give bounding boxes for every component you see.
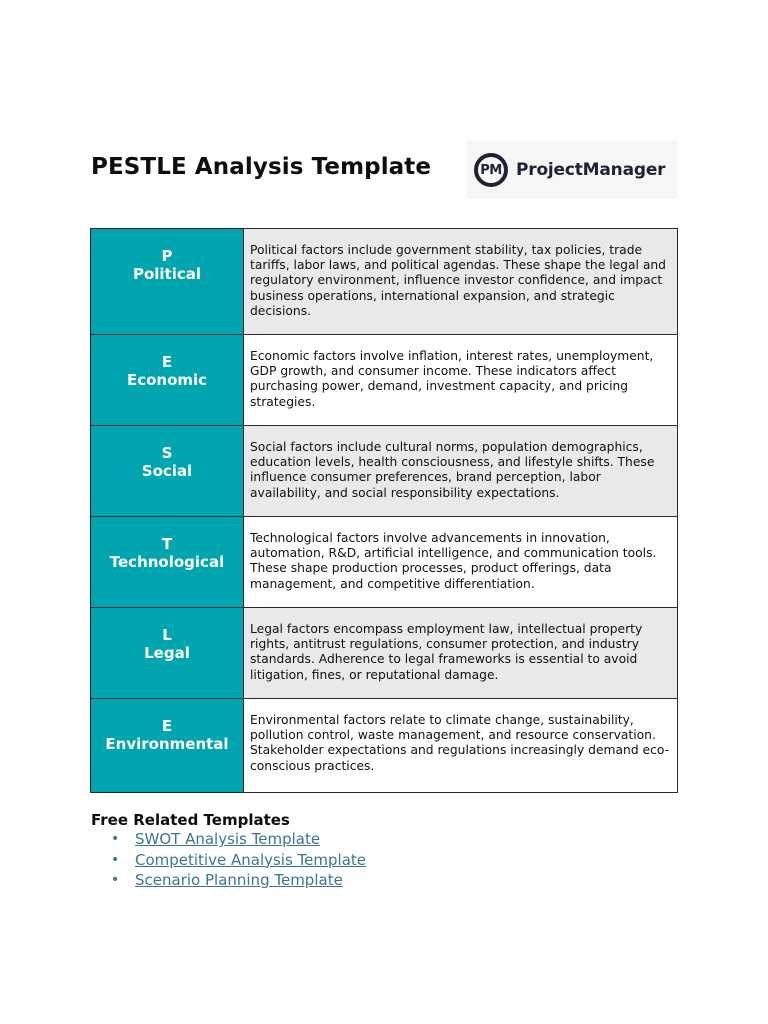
factor-description: Political factors include government stability, tax policies, trade tariffs, labor laws, and political agendas. These shape the legal and regulatory environment, influence investor confidence, and impact business operations, international expansion, and strategic decisions. xyxy=(250,243,666,318)
description-cell xyxy=(244,426,678,517)
factor-name: Technological xyxy=(109,553,225,571)
table-row-technological xyxy=(91,517,678,608)
factor-letter: S xyxy=(161,444,173,462)
factor-letter: T xyxy=(161,535,173,553)
factor-cell xyxy=(91,699,244,793)
factor-name: Economic xyxy=(126,371,208,389)
factor-cell xyxy=(91,426,244,517)
pestle-table xyxy=(90,228,678,793)
factor-cell xyxy=(91,229,244,335)
description-cell xyxy=(244,699,678,793)
factor-name: Political xyxy=(132,265,202,283)
factor-description: Legal factors encompass employment law, intellectual property rights, antitrust regulations, consumer protection, and industry standards. Adherence to legal frameworks is essential to avoid litigation, fines, or reputational damage. xyxy=(250,622,643,682)
related-templates-list xyxy=(111,829,366,891)
factor-cell xyxy=(91,517,244,608)
projectmanager-logo xyxy=(466,141,678,199)
list-item xyxy=(111,870,366,891)
bullet-icon: • xyxy=(111,851,120,868)
factor-name: Social xyxy=(141,462,193,480)
factor-name: Environmental xyxy=(105,735,229,753)
description-cell xyxy=(244,335,678,426)
factor-description: Economic factors involve inflation, interest rates, unemployment, GDP growth, and consumer income. These indicators affect purchasing power, demand, investment capacity, and pricing strategies. xyxy=(250,349,654,409)
factor-name: Legal xyxy=(144,644,190,662)
factor-cell xyxy=(91,335,244,426)
link-scenario-planning-template[interactable]: Scenario Planning Template xyxy=(135,871,343,890)
bullet-icon: • xyxy=(111,831,120,848)
factor-description: Technological factors involve advancements in innovation, automation, R&D, artificial intelligence, and communication tools. These shape production processes, product offerings, data management, and competitive differentiation. xyxy=(250,531,657,591)
factor-cell xyxy=(91,608,244,699)
related-templates-heading: Free Related Templates xyxy=(91,811,290,829)
table-row-environmental xyxy=(91,699,678,793)
factor-description: Social factors include cultural norms, population demographics, education levels, health consciousness, and lifestyle shifts. These influence consumer preferences, brand perception, labor availability, and social responsibility expectations. xyxy=(250,440,655,500)
list-item xyxy=(111,829,366,850)
factor-letter: E xyxy=(161,353,173,371)
description-cell xyxy=(244,517,678,608)
factor-letter: P xyxy=(161,247,173,265)
description-cell xyxy=(244,229,678,335)
link-swot-analysis-template[interactable]: SWOT Analysis Template xyxy=(135,830,321,849)
logo-wordmark: ProjectManager xyxy=(516,160,666,180)
table-row-social xyxy=(91,426,678,517)
table-row-legal xyxy=(91,608,678,699)
link-competitive-analysis-template[interactable]: Competitive Analysis Template xyxy=(135,850,366,869)
factor-letter: E xyxy=(161,717,173,735)
page-title: PESTLE Analysis Template xyxy=(91,154,432,180)
pm-logo-icon: PM xyxy=(474,153,508,187)
list-item xyxy=(111,850,366,871)
table-row-political xyxy=(91,229,678,335)
description-cell xyxy=(244,608,678,699)
table-row-economic xyxy=(91,335,678,426)
bullet-icon: • xyxy=(111,872,120,889)
factor-description: Environmental factors relate to climate change, sustainability, pollution control, waste management, and resource conservation. Stakeholder expectations and regulations increasingly demand eco-conscious practices. xyxy=(250,713,670,773)
factor-letter: L xyxy=(162,626,172,644)
